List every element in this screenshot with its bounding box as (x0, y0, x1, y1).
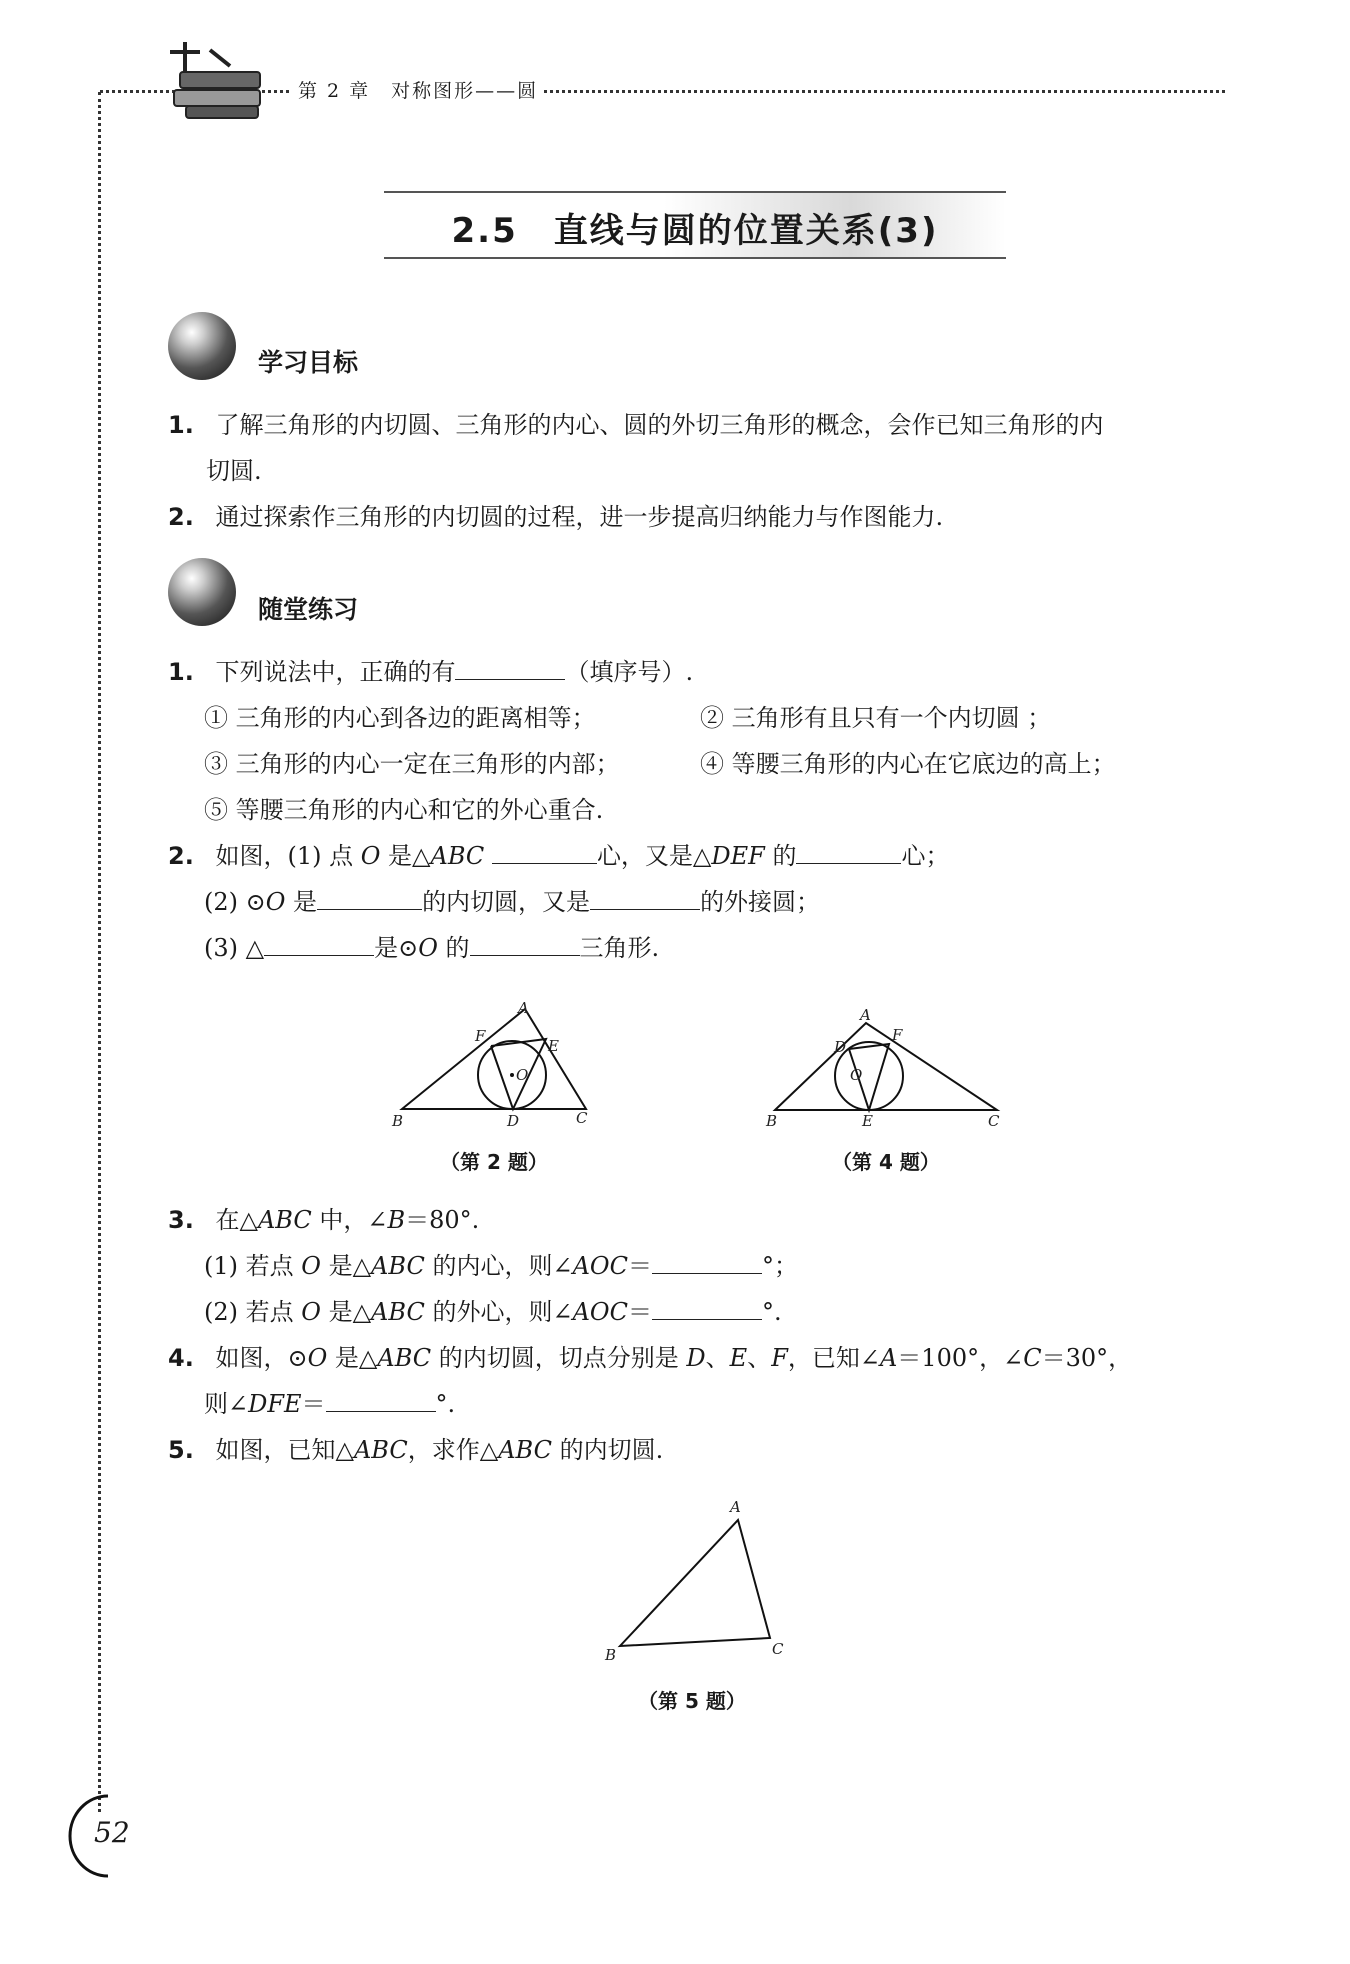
answer-blank[interactable] (652, 1249, 762, 1274)
figure-4-caption: （第 4 题） (832, 1150, 940, 1174)
math-var: ABC (377, 1344, 432, 1372)
math-var: A (879, 1344, 898, 1372)
math-var: ABC (498, 1436, 552, 1464)
question-number: 5. (168, 1436, 194, 1464)
text: 心； (901, 842, 950, 870)
question-3-line-2 (204, 1249, 798, 1283)
figure-4-label: O (850, 1066, 863, 1084)
math-var: ABC (371, 1252, 425, 1280)
text: (1) 若点 (204, 1252, 302, 1280)
answer-blank[interactable] (492, 839, 597, 864)
question-4-line-1 (168, 1341, 1132, 1375)
question-4-line-2 (204, 1387, 455, 1421)
math-var: DEF (711, 842, 765, 870)
goal-number: 2. (168, 503, 194, 531)
math-var: E (729, 1344, 748, 1372)
question-number: 2. (168, 842, 194, 870)
goal-item-1 (168, 408, 1103, 442)
figure-2-label: B (392, 1112, 404, 1130)
question-number: 1. (168, 658, 194, 686)
text: 在△ (215, 1206, 258, 1234)
text: 是 (285, 888, 318, 916)
margin-dotted-rule (98, 92, 101, 1812)
text: 、 (705, 1344, 730, 1372)
text: ，已知∠ (787, 1344, 880, 1372)
text: ＝30°， (1041, 1344, 1133, 1372)
option-4: ④ 等腰三角形的内心在它底边的高上； (700, 750, 1116, 778)
math-var: O (360, 842, 381, 870)
math-var: O (265, 888, 286, 916)
text: 的 (764, 842, 797, 870)
text: 是△ (320, 1298, 372, 1326)
math-var: DFE (248, 1390, 302, 1418)
figure-5-caption: （第 5 题） (638, 1689, 746, 1713)
text: 是△ (380, 842, 431, 870)
figure-4-label: E (862, 1112, 873, 1130)
math-var: F (771, 1344, 788, 1372)
text: (3) △ (204, 934, 265, 962)
figure-4-label: B (766, 1112, 778, 1130)
text: ，求作△ (407, 1436, 499, 1464)
text: 的内切圆，切点分别是 (431, 1344, 687, 1372)
text: 的内切圆. (551, 1436, 664, 1464)
option-2: ② 三角形有且只有一个内切圆 ； (700, 704, 1052, 732)
math-var: D (686, 1344, 706, 1372)
figure-4-diagram (762, 1008, 1007, 1133)
math-var: O (301, 1298, 321, 1326)
text: ＝100°，∠ (897, 1344, 1024, 1372)
figure-2-label: F (475, 1027, 486, 1045)
question-3-line-3 (204, 1295, 782, 1329)
text: °； (761, 1252, 798, 1280)
figure-4-label: D (834, 1038, 847, 1056)
book-stack-icon (160, 42, 280, 122)
text: ＝ (301, 1390, 326, 1418)
figure-2-label: C (576, 1109, 588, 1127)
answer-blank[interactable] (317, 885, 422, 910)
answer-blank[interactable] (652, 1295, 762, 1320)
page-number: 52 (94, 1816, 130, 1849)
question-2-line-1 (168, 839, 949, 873)
question-1 (168, 655, 693, 689)
text: °. (435, 1390, 456, 1418)
figure-4-label: A (860, 1008, 871, 1024)
figure-2-label: A (518, 999, 529, 1017)
math-var: ABC (371, 1298, 425, 1326)
lesson-title-box (384, 191, 1006, 259)
figure-2-diagram (390, 995, 600, 1130)
goal-item-1-cont: 切圆. (206, 457, 262, 485)
text: 是△ (320, 1252, 372, 1280)
text: 的 (437, 934, 470, 962)
math-var: O (418, 934, 438, 962)
goal-number: 1. (168, 411, 194, 439)
question-2-line-2 (204, 885, 820, 919)
text: 是⊙ (374, 934, 419, 962)
text: ＝ (627, 1252, 652, 1280)
question-text: （填序号）. (565, 658, 694, 686)
question-3-line-1 (168, 1203, 479, 1237)
option-1: ① 三角形的内心到各边的距离相等； (204, 704, 596, 732)
text: 则∠ (204, 1390, 249, 1418)
text: 、 (747, 1344, 772, 1372)
figure-4-label: F (892, 1026, 903, 1044)
question-number: 4. (168, 1344, 194, 1372)
answer-blank[interactable] (796, 839, 901, 864)
text: (2) 若点 (204, 1298, 302, 1326)
section-heading-goals: 学习目标 (258, 348, 359, 377)
figure-2-label: D (507, 1112, 520, 1130)
math-var: ABC (353, 1436, 408, 1464)
figure-4-label: C (988, 1112, 1000, 1130)
figure-5-label: B (605, 1646, 617, 1664)
question-2-line-3 (204, 931, 659, 965)
lesson-title: 2.5 直线与圆的位置关系(3) (451, 211, 939, 251)
math-var: C (1023, 1344, 1042, 1372)
goal-item-2 (168, 500, 943, 534)
goal-text: 通过探索作三角形的内切圆的过程，进一步提高归纳能力与作图能力. (215, 503, 944, 531)
math-var: O (307, 1344, 328, 1372)
text: 三角形. (579, 934, 660, 962)
answer-blank[interactable] (264, 931, 374, 956)
text: 如图，已知△ (215, 1436, 354, 1464)
option-5: ⑤ 等腰三角形的内心和它的外心重合. (204, 796, 604, 824)
sphere-icon (168, 312, 236, 380)
text: 的内心，则∠ (424, 1252, 573, 1280)
text: 中，∠ (311, 1206, 388, 1234)
figure-5-label: C (772, 1640, 784, 1658)
math-var: O (301, 1252, 321, 1280)
math-var: ABC (430, 842, 485, 870)
text: 的外心，则∠ (424, 1298, 573, 1326)
text: 的外接圆； (700, 888, 821, 916)
text: 如图，(1) 点 (215, 842, 361, 870)
section-heading-practice: 随堂练习 (258, 595, 359, 624)
math-var: AOC (572, 1298, 628, 1326)
chapter-header: 第 2 章 对称图形——圆 (292, 76, 544, 103)
text: (2) ⊙ (204, 888, 266, 916)
text: 的内切圆，又是 (422, 888, 591, 916)
text: °. (761, 1298, 782, 1326)
figure-2-label: O (516, 1066, 529, 1084)
question-text: 下列说法中，正确的有 (215, 658, 456, 686)
text: ＝80°. (405, 1206, 480, 1234)
figure-2-label: E (548, 1037, 559, 1055)
text: 心，又是△ (596, 842, 712, 870)
figure-5-label: A (730, 1498, 741, 1516)
text: 是△ (327, 1344, 378, 1372)
math-var: B (387, 1206, 406, 1234)
question-number: 3. (168, 1206, 194, 1234)
answer-blank[interactable] (470, 931, 580, 956)
globe-icon (168, 558, 236, 626)
figure-5-diagram (600, 1498, 800, 1668)
math-var: ABC (257, 1206, 312, 1234)
option-3: ③ 三角形的内心一定在三角形的内部； (204, 750, 620, 778)
answer-blank[interactable] (590, 885, 700, 910)
answer-blank[interactable] (326, 1387, 436, 1412)
text: 如图，⊙ (215, 1344, 308, 1372)
figure-2-caption: （第 2 题） (440, 1150, 548, 1174)
goal-text: 了解三角形的内切圆、三角形的内心、圆的外切三角形的概念，会作已知三角形的内 (215, 411, 1104, 439)
text: ＝ (627, 1298, 652, 1326)
question-5 (168, 1433, 663, 1467)
answer-blank[interactable] (455, 655, 565, 680)
math-var: AOC (572, 1252, 628, 1280)
